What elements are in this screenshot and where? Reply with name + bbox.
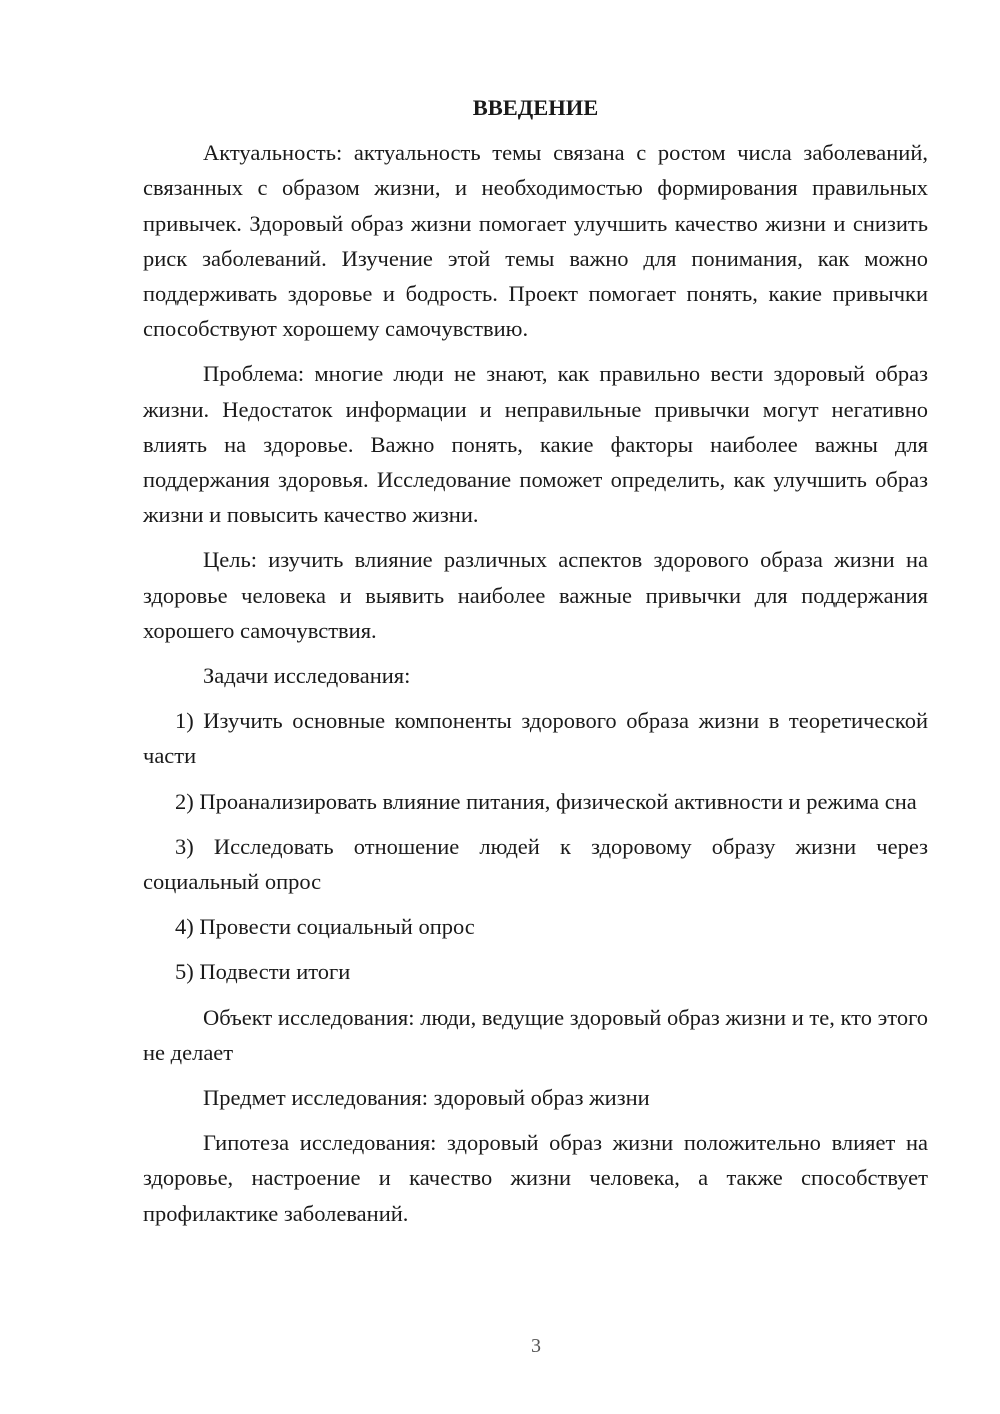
- paragraph-relevance: Актуальность: актуальность темы связана с ростом числа заболеваний, связанных с образом жизни, и необходимостью формирования правильных привычек. Здоровый образ жизни помогает улучшить качество жизни и снизить риск заболеваний. Изучение этой темы важно для понимания, как можно поддерживать здоровье и бодрость. Проект помогает понять, какие привычки способствуют хорошему самочувствию.: [143, 140, 928, 342]
- document-page: [143, 90, 928, 1241]
- paragraph-problem: Проблема: многие люди не знают, как правильно вести здоровый образ жизни. Недостаток информации и неправильные привычки могут негативно влиять на здоровье. Важно понять, какие факторы наиболее важны для поддержания здоровья. Исследование поможет определить, как улучшить образ жизни и повысить качество жизни.: [143, 361, 928, 528]
- page-number: 3: [531, 1335, 541, 1357]
- paragraph-tasks-heading: Задачи исследования:: [203, 663, 411, 689]
- task-item-1: 1) Изучить основные компоненты здорового образа жизни в теоретической части: [143, 708, 928, 769]
- paragraph-hypothesis: Гипотеза исследования: здоровый образ жизни положительно влияет на здоровье, настроение и качество жизни человека, а также способствует профилактике заболеваний.: [143, 1130, 928, 1226]
- task-item-2: 2) Проанализировать влияние питания, физической активности и режима сна: [175, 788, 917, 814]
- paragraph-object: Объект исследования: люди, ведущие здоровый образ жизни и те, кто этого не делает: [143, 1004, 928, 1065]
- task-item-5: 5) Подвести итоги: [175, 959, 351, 985]
- section-title: ВВЕДЕНИЕ: [472, 95, 599, 120]
- paragraph-subject: Предмет исследования: здоровый образ жизни: [203, 1085, 650, 1111]
- task-item-3: 3) Исследовать отношение людей к здоровому образу жизни через социальный опрос: [143, 833, 928, 895]
- paragraph-goal: Цель: изучить влияние различных аспектов здорового образа жизни на здоровье человека и выявить наиболее важные привычки для поддержания хорошего самочувствия.: [143, 547, 928, 643]
- task-item-4: 4) Провести социальный опрос: [175, 914, 475, 940]
